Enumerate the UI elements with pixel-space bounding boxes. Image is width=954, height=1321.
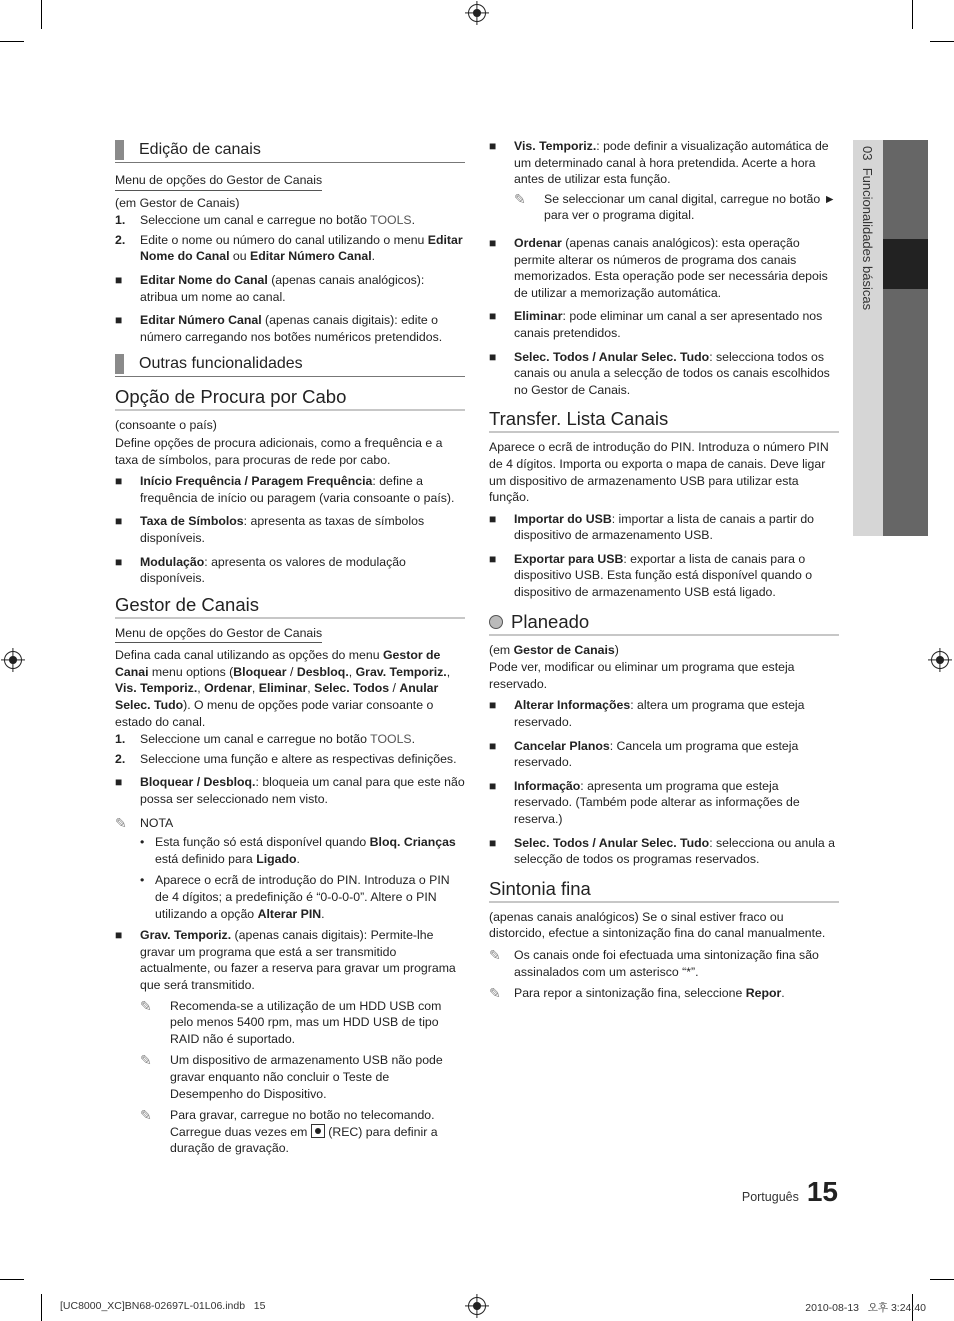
pencil-icon: ✎ [140,997,152,1014]
crop-mark [930,1279,954,1280]
step-item: 2. Edite o nome ou número do canal utilizando o menu Editar Nome do Canal ou Editar Número Canal. [115,232,463,264]
bullet-square-icon: ■ [115,514,123,529]
section-heading-edicao: Edição de canais [115,138,465,163]
chapter-label [860,146,875,310]
record-button-icon [311,1124,325,1138]
step-item: 1. Seleccione um canal e carregue no botão TOOLS. [115,213,416,228]
bullet-square-icon: ■ [489,738,497,753]
note-bullet: • Aparece o ecrã de introdução do PIN. Introduza o PIN de 4 dígitos; a predefinição é “0-0-0-0”. Altere o PIN utilizando a opção Alterar PIN. [140,873,450,921]
section-heading-outras: Outras funcionalidades [115,352,465,377]
menu-label: Menu de opções do Gestor de Canais [115,625,322,644]
bullet-square-icon: ■ [489,698,497,713]
list-item: ■ Alterar Informações: altera um programa que esteja reservado. [489,698,805,730]
bullet-square-icon: ■ [489,235,497,250]
footer-language: Português [741,1190,799,1204]
bullet-square-icon: ■ [489,139,497,153]
step-item: 2. Seleccione uma função e altere as respectivas definições. [115,751,457,766]
list-item: ■ Vis. Temporiz.: pode definir a visualização automática de um determinado canal à hora pretendida. Acerte a hora antes de utilizar esta função. [489,139,829,187]
paragraph: Define opções de procura adicionais, como a frequência e a taxa de símbolos, para procuras de rede por cabo. [115,435,443,467]
pencil-icon: ✎ [489,946,501,963]
list-item: ■ Selec. Todos / Anular Selec. Tudo: selecciona ou anula a selecção de todos os programas reservados. [489,835,835,867]
section-title-sintonia: Sintonia fina [489,878,839,903]
list-item: ■ Importar do USB: importar a lista de canais a partir do dispositivo de armazenamento USB. [489,511,815,543]
crop-mark [0,41,24,42]
list-item: ■ Modulação: apresenta os valores de modulação disponíveis. [115,554,406,586]
paragraph: Pode ver, modificar ou eliminar um programa que esteja reservado. [489,660,795,691]
note-item: ✎ Um dispositivo de armazenamento USB não pode gravar enquanto não concluir o Teste de Desempenho do Dispositivo. [140,1052,443,1101]
bullet-square-icon: ■ [115,775,123,790]
pencil-icon: ✎ [489,985,501,1002]
bullet-square-icon: ■ [115,272,123,287]
crop-mark [41,1294,42,1321]
registration-mark-icon [468,4,486,22]
crop-mark [0,1279,24,1280]
chapter-tab-active [883,239,928,289]
paragraph: Aparece o ecrã de introdução do PIN. Introduza o número PIN de 4 dígitos. Importa ou exporta o mapa de canais. Deve ligar um dispositivo de armazenamento USB para utilizar esta função. [489,440,829,505]
page-number: 15 [806,1176,838,1207]
section-title-gestor: Gestor de Canais [115,594,465,619]
bullet-square-icon: ■ [115,474,123,489]
chapter-number: 03 [860,146,875,161]
context-line: (consoante o país) [115,418,217,433]
list-item: ■ Grav. Temporiz. (apenas canais digitais): Permite-lhe gravar um programa que está a ser transmitido actualmente, ou fazer a reserva para gravar um programa que será transmitido. [115,928,456,992]
pencil-icon: ✎ [140,1107,152,1124]
crop-mark [912,0,913,29]
note-item: ✎ Para repor a sintonização fina, seleccione Repor. [489,985,785,1002]
list-item: ■ Bloquear / Desbloq.: bloqueia um canal para que este não possa ser seleccionado nem visto. [115,775,465,807]
list-item: ■ Exportar para USB: exportar a lista de canais para o dispositivo USB. Esta função está disponível quando o dispositivo de armazenamento USB está ligado. [489,551,813,600]
list-item: ■ Editar Número Canal (apenas canais digitais): edite o número carregando nos botões numéricos pretendidos. [115,313,443,344]
pencil-icon: ✎ [115,814,127,831]
print-timestamp: 2010-08-13 오후 3:24:40 [805,1302,926,1314]
crop-mark [930,41,954,42]
file-info: [UC8000_XC]BN68-02697L-01L06.indb 15 [60,1300,266,1312]
list-item: ■ Editar Nome do Canal (apenas canais analógicos): atribua um nome ao canal. [115,272,425,304]
note-item: ✎ Se seleccionar um canal digital, carregue no botão ► para ver o programa digital. [514,190,836,223]
bullet-square-icon: ■ [489,778,497,793]
bullet-square-icon: ■ [489,511,497,526]
bullet-square-icon: ■ [489,551,497,566]
pencil-icon: ✎ [514,190,526,207]
list-item: ■ Selec. Todos / Anular Selec. Tudo: selecciona todos os canais ou anula a selecção de todos os canais escolhidos no Gestor de Canais. [489,349,830,397]
page-footer [742,1176,838,1208]
crop-mark [41,0,42,29]
note-item: ✎ Recomenda-se a utilização de um HDD USB com pelo menos 5400 rpm, mas um HDD USB de tipo RAID não é suportado. [140,997,442,1046]
section-title-transfer: Transfer. Lista Canais [489,408,839,433]
note-item: ✎ Os canais onde foi efectuada uma sintonização fina são assinalados com um asterisco “*”. [489,946,819,979]
context-line: (em Gestor de Canais) [489,642,619,657]
note-heading: ✎ NOTA [115,814,174,831]
registration-mark-icon [468,1297,486,1315]
note-bullet: • Esta função só está disponível quando Bloq. Crianças está definido para Ligado. [140,835,456,866]
list-item: ■ Taxa de Símbolos: apresenta as taxas de símbolos disponíveis. [115,514,425,545]
registration-mark-icon [931,651,949,669]
pencil-icon: ✎ [140,1052,152,1069]
list-item: ■ Ordenar (apenas canais analógicos): esta operação permite alterar os números de programa dos canais memorizados. Esta operação pode ser necessária depois de utilizar a memorização automática. [489,235,828,300]
bullet-square-icon: ■ [489,309,497,324]
bullet-square-icon: ■ [115,313,123,328]
list-item: ■ Informação: apresenta um programa que esteja reservado. (Também pode alterar as informações de reserva.) [489,778,800,826]
bullet-square-icon: ■ [489,835,497,850]
right-column [489,138,839,1007]
bullet-square-icon: ■ [115,928,123,943]
chapter-title: Funcionalidades básicas [860,167,875,311]
note-item: ✎ Para gravar, carregue no botão no telecomando. Carregue duas vezes em (REC) para definir a duração de gravação. [140,1107,438,1156]
registration-mark-icon [4,651,22,669]
list-item: ■ Início Frequência / Paragem Frequência: define a frequência de início ou paragem (varia consoante o país). [115,474,455,505]
context-line: (em Gestor de Canais) [115,195,240,210]
paragraph: (apenas canais analógicos) Se o sinal estiver fraco ou distorcido, efectue a sintonização fina do canal manualmente. [489,909,826,941]
list-item: ■ Eliminar: pode eliminar um canal a ser apresentado nos canais pretendidos. [489,309,823,340]
bullet-square-icon: ■ [115,554,123,569]
chapter-tab-dark [883,140,928,536]
clock-icon [489,615,503,629]
bullet-square-icon: ■ [489,349,497,364]
section-title-procura: Opção de Procura por Cabo [115,386,465,411]
list-item: ■ Cancelar Planos: Cancela um programa que esteja reservado. [489,738,799,770]
left-column [115,138,465,1162]
step-item: 1. Seleccione um canal e carregue no botão TOOLS. [115,732,416,747]
section-title-planeado: Planeado [489,611,839,636]
menu-label: Menu de opções do Gestor de Canais [115,172,322,191]
paragraph: Defina cada canal utilizando as opções do menu Gestor de Canai menu options (Bloquear / Desbloq., Grav. Temporiz., Vis. Temporiz., Ordenar, Eliminar, Selec. Todos / Anular Selec. Tudo). O menu de opções pode variar consoante o estado do canal. [115,648,451,729]
